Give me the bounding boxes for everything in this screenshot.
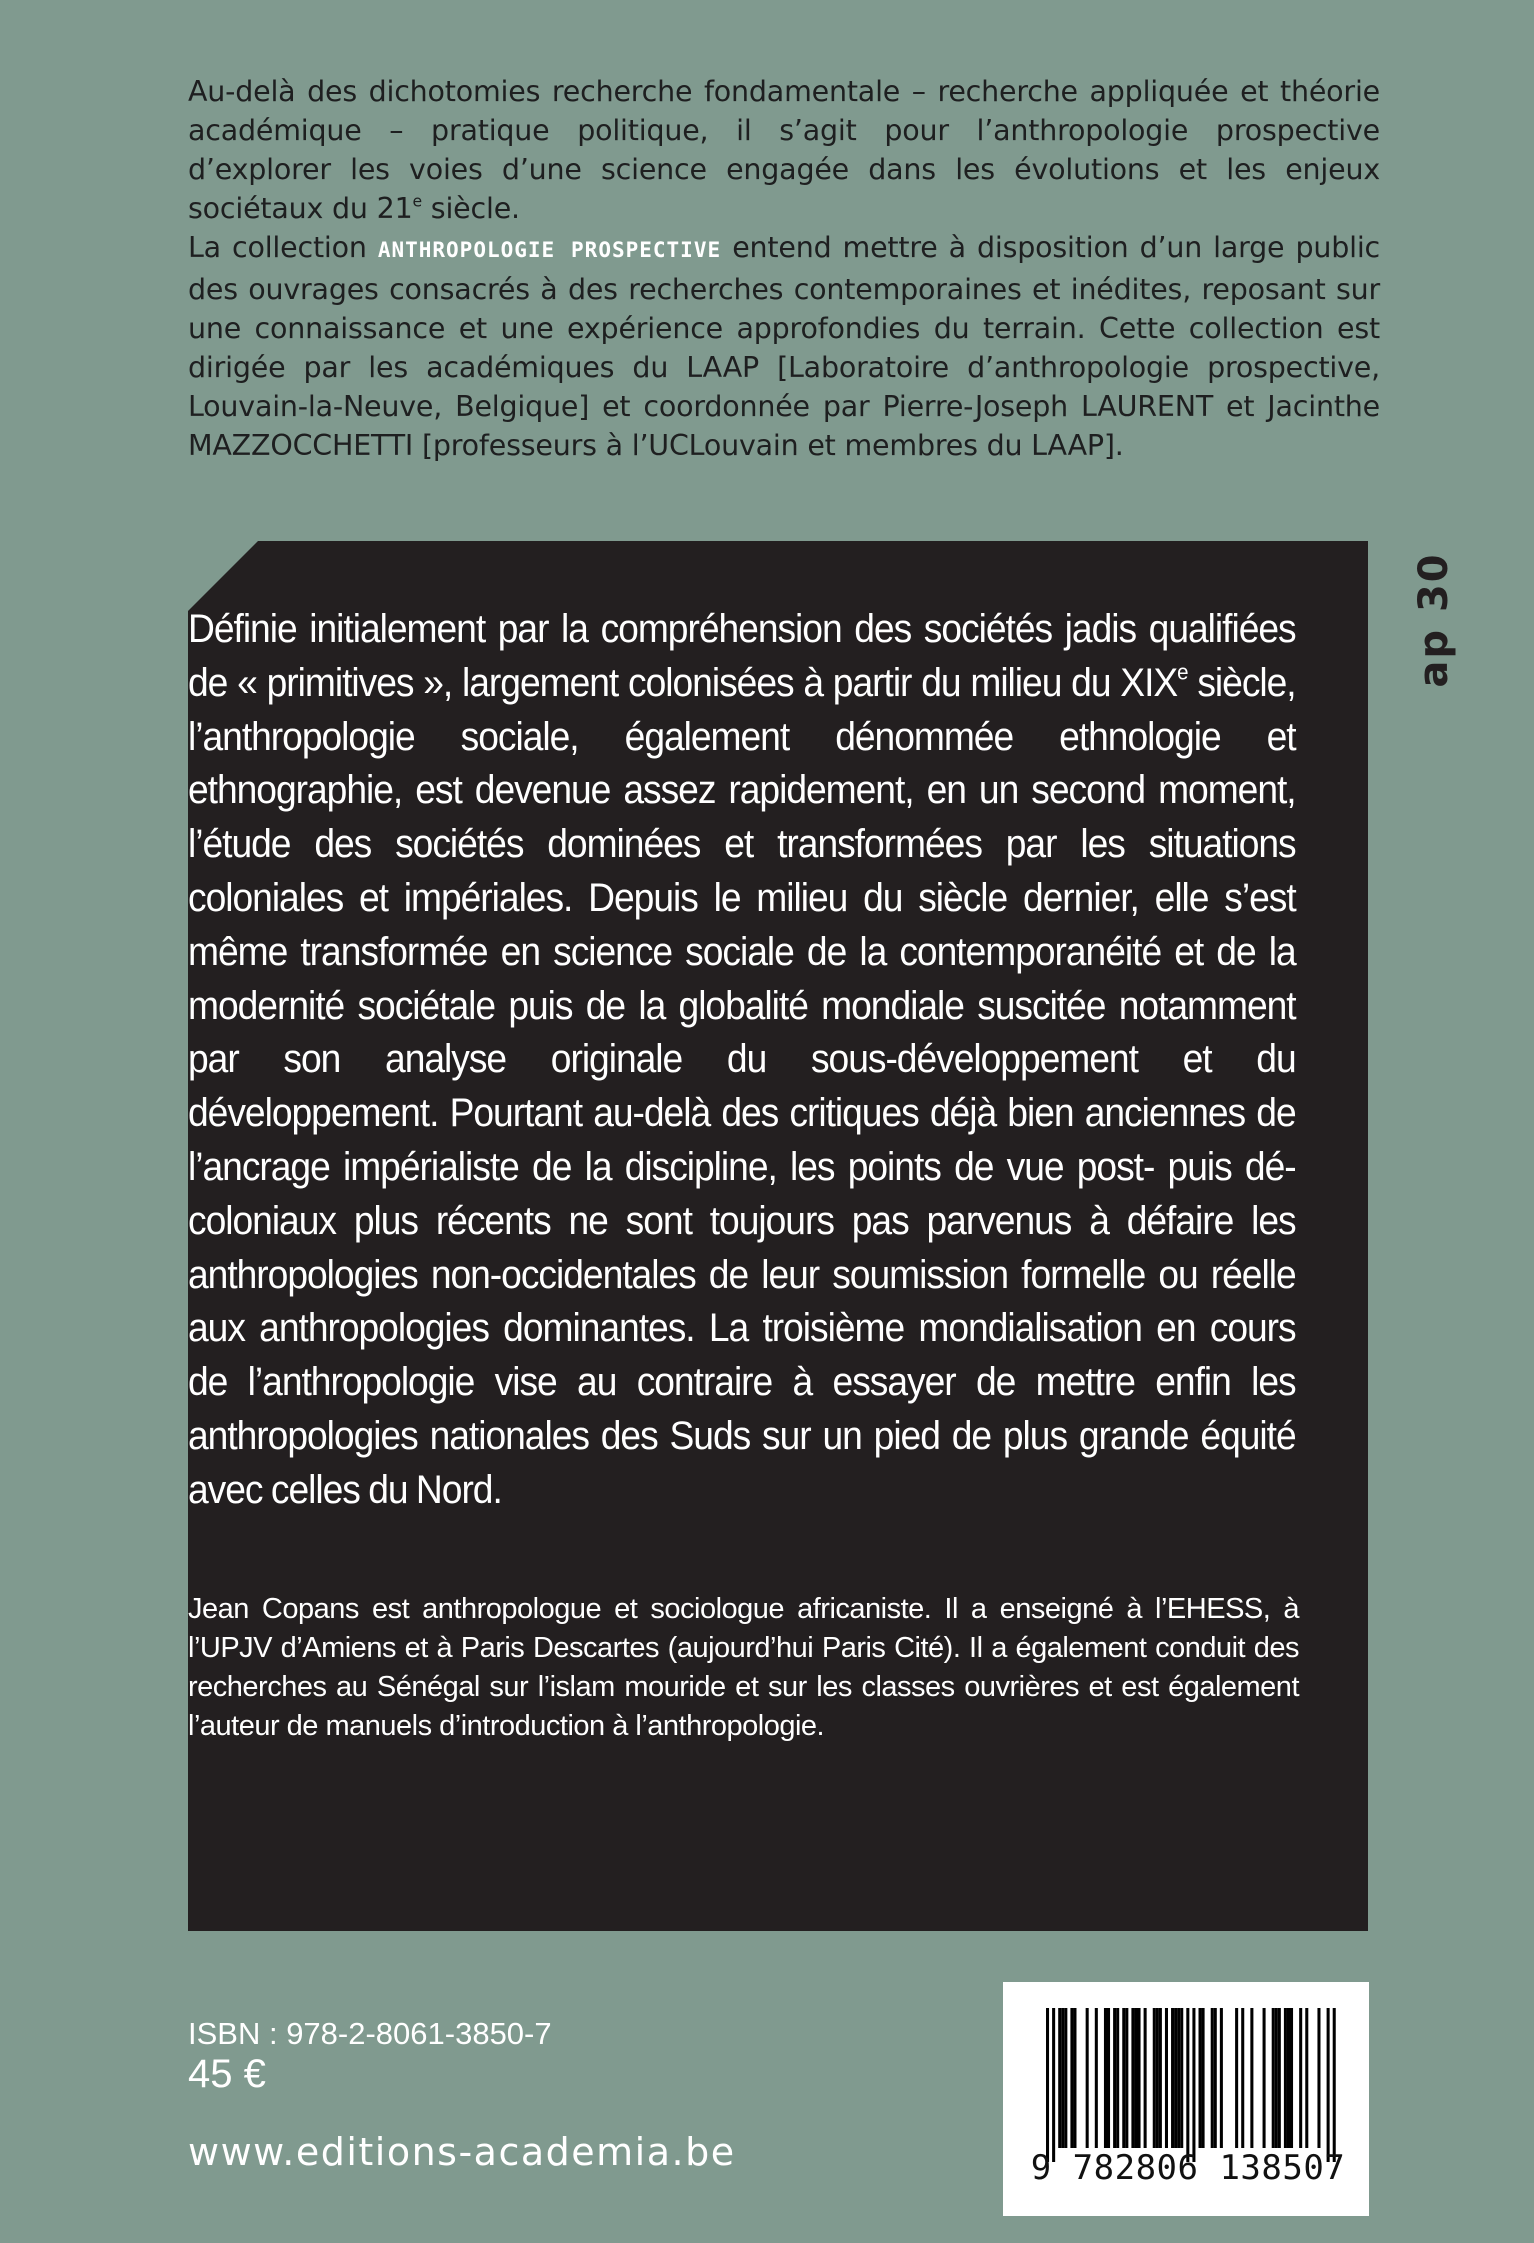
barcode-bar — [1272, 2008, 1275, 2148]
barcode-bar — [1104, 2008, 1107, 2148]
superscript: e — [1177, 659, 1188, 685]
series-description — [188, 72, 1380, 465]
barcode-bar — [1159, 2008, 1162, 2148]
barcode-bar — [1153, 2008, 1156, 2148]
series-intro-text: siècle. — [421, 192, 520, 225]
barcode-bar — [1070, 2008, 1073, 2148]
barcode-bar — [1290, 2008, 1293, 2148]
barcode-bar — [1073, 2008, 1076, 2148]
barcode-bar — [1144, 2008, 1147, 2148]
barcode-bar — [1317, 2008, 1320, 2148]
barcode-bar — [1199, 2008, 1202, 2148]
publisher-website: www.editions-academia.be — [188, 2130, 736, 2174]
barcode-bar — [1113, 2008, 1116, 2148]
series-intro-paragraph-1 — [188, 72, 1380, 228]
barcode-bar — [1165, 2008, 1168, 2148]
barcode-bar — [1058, 2008, 1061, 2148]
barcode-bar — [1174, 2008, 1177, 2148]
barcode-bar — [1052, 2008, 1055, 2162]
barcode-bar — [1192, 2008, 1195, 2162]
barcode-bar — [1107, 2008, 1110, 2148]
barcode-bar — [1186, 2008, 1189, 2162]
barcode-bar — [1241, 2008, 1244, 2148]
summary-paragraph — [188, 603, 1296, 1518]
barcode-bar — [1211, 2008, 1214, 2148]
barcode-bar — [1131, 2008, 1134, 2148]
barcode-bar — [1263, 2008, 1266, 2148]
barcode-bar — [1095, 2008, 1098, 2148]
barcode-bar — [1220, 2008, 1223, 2148]
barcode-bar — [1171, 2008, 1174, 2148]
author-bio-text: Jean Copans est anthropologue et sociologue africaniste. Il a enseigné à l’EHESS, à l’UPJV d’Amiens et à Paris Descartes (aujourd’hui Paris Cité). Il a également conduit des recherches au Sénégal sur l’islam mouride et sur les classes ouvrières et est également l’auteur de manuels d’introduction à l’anthropologie. — [188, 1593, 1299, 1742]
barcode-bar — [1180, 2008, 1183, 2148]
barcode-bar — [1202, 2008, 1205, 2148]
barcode-bar — [1086, 2008, 1089, 2148]
barcode-number: 9 782806 138507 — [1030, 2148, 1346, 2188]
series-intro-text: entend mettre à disposition d’un large public des ouvrages consacrés à des recherches contemporaines et inédites, reposant sur une connaissance et une expérience approfondies du terrain. Cette collection est dirigée par les académiques du LAAP [Laboratoire d’anthropologie prospective, Louvain-la-Neuve, Belgique] et coordonnée par Pierre-Joseph LAURENT et Jacinthe MAZZOCCHETTI [professeurs à l’UCLouvain et membres du LAAP]. — [188, 231, 1381, 462]
barcode-bar — [1235, 2008, 1238, 2148]
book-summary — [188, 603, 1296, 1518]
barcode-bar — [1116, 2008, 1119, 2148]
barcode-bar — [1250, 2008, 1253, 2148]
barcode-bar — [1327, 2008, 1330, 2162]
barcode-bar — [1275, 2008, 1278, 2148]
barcode-bar — [1284, 2008, 1287, 2148]
author-bio — [188, 1590, 1299, 1746]
barcode-bar — [1333, 2008, 1336, 2162]
barcode-bar — [1122, 2008, 1125, 2148]
barcode-bar — [1134, 2008, 1137, 2148]
summary-text: siècle, l’anthropologie sociale, également dénommée ethnologie et ethnographie, est devenue assez rapidement, en un second moment, l’étude des sociétés dominées et transformées par les situations coloniales et impériales. Depuis le milieu du siècle dernier, elle s’est même transformée en science sociale de la contemporanéité et de la modernité sociétale puis de la globalité mondiale suscitée notamment par son analyse originale du sous-développement et du développement. Pourtant au-delà des critiques déjà bien anciennes de l’ancrage impérialiste de la discipline, les points de vue post- puis dé-coloniaux plus récents ne sont toujours pas parvenus à défaire les anthropologies non-occidentales de leur soumission formelle ou réelle aux anthropologies dominantes. La troisième mondialisation en cours de l’anthropologie vise au contraire à essayer de mettre enfin les anthropologies nationales des Suds sur un pied de plus grande équité avec celles du Nord. — [188, 660, 1296, 1512]
series-intro-text: La collection — [188, 231, 378, 264]
collection-name: ANTHROPOLOGIE PROSPECTIVE — [377, 238, 722, 262]
barcode-bar — [1138, 2008, 1141, 2148]
series-intro-text: Au-delà des dichotomies recherche fondamentale – recherche appliquée et théorie académique – pratique politique, il s’agit pour l’anthropologie prospective d’explorer les voies d’une science engagée dans les évolutions et les enjeux sociétaux du 21 — [188, 75, 1380, 225]
superscript: e — [412, 191, 422, 211]
summary-text: Définie initialement par la compréhension des sociétés jadis qualifiées de « primitives », largement colonisées à partir du milieu du XIX — [188, 607, 1296, 705]
series-number-text: ap 30 — [1411, 552, 1457, 688]
barcode-bar — [1046, 2008, 1049, 2162]
barcode-bar — [1156, 2008, 1159, 2148]
barcode — [1003, 1982, 1369, 2216]
price-label: 45 € — [188, 2052, 266, 2096]
barcode-bar — [1287, 2008, 1290, 2148]
barcode-bar — [1061, 2008, 1064, 2148]
isbn-label: ISBN : 978-2-8061-3850-7 — [188, 2016, 552, 2051]
barcode-bar — [1278, 2008, 1281, 2148]
barcode-bar — [1125, 2008, 1128, 2148]
barcode-bar — [1299, 2008, 1302, 2148]
barcode-bar — [1177, 2008, 1180, 2148]
series-intro-paragraph-2 — [188, 228, 1380, 465]
barcode-bar — [1305, 2008, 1308, 2148]
barcode-bar — [1214, 2008, 1217, 2148]
barcode-bar — [1064, 2008, 1067, 2148]
series-number-label — [1404, 540, 1464, 700]
